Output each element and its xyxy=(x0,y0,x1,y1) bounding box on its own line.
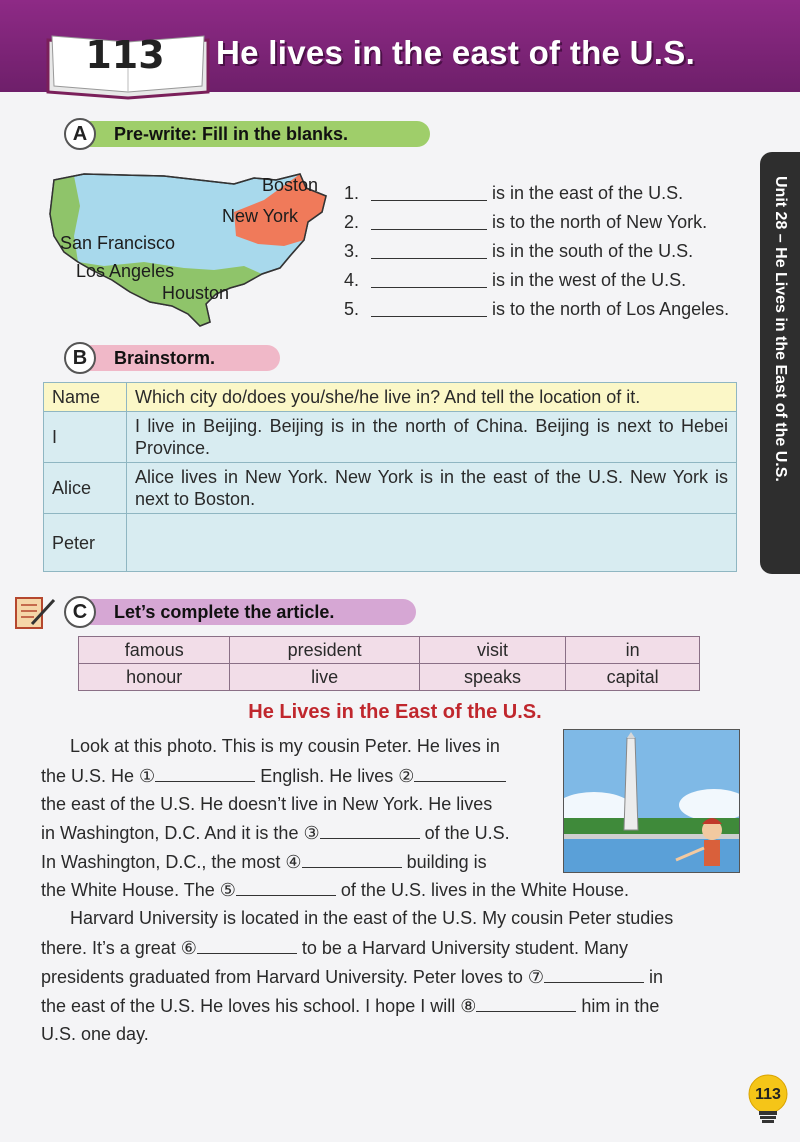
answer-blank-8[interactable] xyxy=(476,995,576,1012)
table-cell-name: I xyxy=(44,412,127,463)
table-header-cell: Which city do/does you/she/he live in? And tell the location of it. xyxy=(127,383,737,412)
section-b-header xyxy=(64,344,304,372)
map-label-houston: Houston xyxy=(162,283,230,303)
article-text: In Washington, D.C., the most ④ xyxy=(41,852,302,872)
table-cell-answer: I live in Beijing. Beijing is in the north of China. Beijing is next to Hebei Province. xyxy=(127,412,737,463)
word-bank-item: president xyxy=(230,637,419,664)
word-bank-row xyxy=(79,637,700,664)
article-line xyxy=(70,736,500,757)
word-bank-item: visit xyxy=(419,637,565,664)
table-header-row xyxy=(44,383,737,412)
table-cell-answer: Alice lives in New York. New York is in the east of the U.S. New York is next to Boston. xyxy=(127,463,737,514)
page-number: 113 xyxy=(755,1086,781,1103)
section-a-header xyxy=(64,120,434,148)
washington-monument-photo xyxy=(563,729,740,873)
fill-item xyxy=(344,238,744,267)
article-text: Look at this photo. This is my cousin Peter. He lives in xyxy=(70,736,500,756)
answer-blank[interactable] xyxy=(371,258,487,259)
answer-blank[interactable] xyxy=(371,316,487,317)
fill-item xyxy=(344,267,744,296)
article-text: the east of the U.S. He loves his school. I hope I will ⑧ xyxy=(41,996,477,1016)
answer-blank-1[interactable] xyxy=(155,765,255,782)
word-bank-item: in xyxy=(566,637,700,664)
article-line xyxy=(41,879,629,901)
table-cell-answer-empty[interactable] xyxy=(127,514,737,572)
fill-in-list xyxy=(344,180,744,325)
article-text: Harvard University is located in the east of the U.S. My cousin Peter studies xyxy=(70,908,674,928)
section-a-title: Pre-write: Fill in the blanks. xyxy=(84,121,430,147)
article-text: of the U.S. xyxy=(424,823,510,843)
section-c-title: Let’s complete the article. xyxy=(84,599,416,625)
fill-item-text: is in the south of the U.S. xyxy=(492,241,694,261)
article-line xyxy=(41,995,659,1017)
article-text: of the U.S. lives in the White House. xyxy=(340,880,630,900)
unit-side-tab-label: Unit 28 – He Lives in the East of the U.S. xyxy=(772,176,789,482)
answer-blank-5[interactable] xyxy=(236,879,336,896)
map-label-boston: Boston xyxy=(262,175,319,195)
word-bank-table xyxy=(78,636,700,691)
section-b-letter: B xyxy=(64,342,96,374)
article-text: the east of the U.S. He doesn’t live in New York. He lives xyxy=(41,794,493,814)
fill-item xyxy=(344,296,744,325)
word-bank-item: speaks xyxy=(419,664,565,691)
map-label-new-york: New York xyxy=(222,206,299,226)
fill-item xyxy=(344,209,744,238)
article-line xyxy=(41,966,663,988)
article-text: in Washington, D.C. And it is the ③ xyxy=(41,823,320,843)
table-row xyxy=(44,463,737,514)
table-row xyxy=(44,412,737,463)
article-text: in xyxy=(649,967,664,987)
lesson-title: He lives in the east of the U.S. xyxy=(216,34,696,71)
map-label-los-angeles: Los Angeles xyxy=(76,261,175,281)
table-header-cell: Name xyxy=(44,383,127,412)
article-line xyxy=(41,1024,149,1045)
fill-item-number: 1. xyxy=(344,183,360,203)
answer-blank-2[interactable] xyxy=(414,765,506,782)
article-line xyxy=(41,851,487,873)
answer-blank[interactable] xyxy=(371,229,487,230)
article-line xyxy=(70,908,673,929)
article-line xyxy=(41,937,628,959)
lesson-number: 113 xyxy=(85,33,165,77)
article-text: to be a Harvard University student. Many xyxy=(301,938,629,958)
fill-item-text: is in the east of the U.S. xyxy=(492,183,684,203)
writing-icon xyxy=(14,594,58,630)
article-text: the U.S. He ① xyxy=(41,766,156,786)
article-text: English. He lives ② xyxy=(260,766,415,786)
fill-item-number: 2. xyxy=(344,212,360,232)
article-title: He Lives in the East of the U.S. xyxy=(248,701,542,723)
fill-item-number: 3. xyxy=(344,241,360,261)
answer-blank-6[interactable] xyxy=(197,937,297,954)
fill-item-text: is to the north of Los Angeles. xyxy=(492,299,730,319)
answer-blank[interactable] xyxy=(371,287,487,288)
article-text: building is xyxy=(406,852,487,872)
article-text: U.S. one day. xyxy=(41,1024,149,1044)
fill-item-text: is in the west of the U.S. xyxy=(492,270,687,290)
answer-blank-7[interactable] xyxy=(544,966,644,983)
fill-item-text: is to the north of New York. xyxy=(492,212,708,232)
fill-item-number: 5. xyxy=(344,299,360,319)
article-text: the White House. The ⑤ xyxy=(41,880,236,900)
word-bank-item: honour xyxy=(79,664,230,691)
article-text: him in the xyxy=(581,996,660,1016)
word-bank-item: famous xyxy=(79,637,230,664)
fill-item xyxy=(344,180,744,209)
section-a-letter: A xyxy=(64,118,96,150)
word-bank-row xyxy=(79,664,700,691)
word-bank-item: live xyxy=(230,664,419,691)
article-line xyxy=(41,822,510,844)
section-c-letter: C xyxy=(64,596,96,628)
article-text: there. It’s a great ⑥ xyxy=(41,938,197,958)
word-bank-item: capital xyxy=(566,664,700,691)
table-row xyxy=(44,514,737,572)
article-text: presidents graduated from Harvard University. Peter loves to ⑦ xyxy=(41,967,545,987)
answer-blank[interactable] xyxy=(371,200,487,201)
brainstorm-table xyxy=(43,382,737,572)
table-cell-name: Alice xyxy=(44,463,127,514)
article-line xyxy=(41,765,506,787)
fill-item-number: 4. xyxy=(344,270,360,290)
answer-blank-3[interactable] xyxy=(320,822,420,839)
section-c-header xyxy=(64,598,424,626)
article-line xyxy=(41,794,492,815)
section-b-title: Brainstorm. xyxy=(84,345,280,371)
map-label-san-francisco: San Francisco xyxy=(60,233,176,253)
table-cell-name: Peter xyxy=(44,514,127,572)
answer-blank-4[interactable] xyxy=(302,851,402,868)
